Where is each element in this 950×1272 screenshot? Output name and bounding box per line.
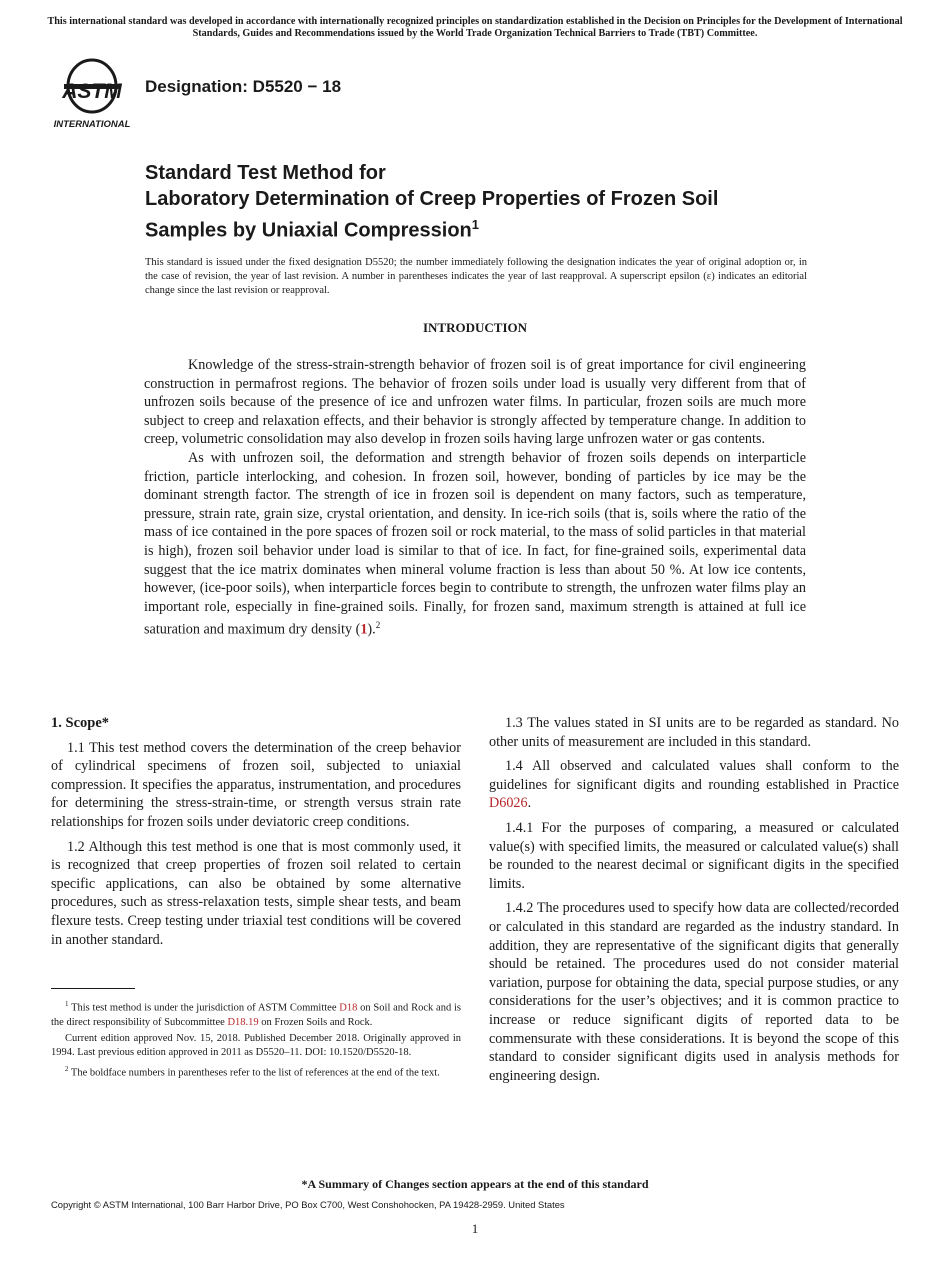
title-line-1: Standard Test Method for xyxy=(145,162,386,184)
section-1-4-1: 1.4.1 For the purposes of comparing, a measured or calculated value(s) with specified limits, the measured or calculated value(s) shall be rounded to the nearest decimal or significant digits in the specified limits. xyxy=(489,819,899,892)
right-column xyxy=(489,714,899,1091)
practice-d6026-link[interactable]: D6026 xyxy=(489,795,528,812)
header-notice: This international standard was developed in accordance with internationally recognized principles on standardization established in the Decision on Principles for the Development of International Standards, Guides and Recommendations issued by the World Trade Organization Technical Barriers to Trade (TBT) Committee. xyxy=(47,16,903,39)
introduction-heading: INTRODUCTION xyxy=(422,320,527,335)
issued-note: This standard is issued under the fixed designation D5520; the number immediately following the designation indicates the year of original adoption or, in the case of revision, the year of last revision. A number in parentheses indicates the year of last reapproval. A superscript epsilon (ε) indicates an editorial change since the last revision or reapproval. xyxy=(145,257,807,296)
section-1-3: 1.3 The values stated in SI units are to be regarded as standard. No other units of measurement are included in this standard. xyxy=(489,715,899,750)
document-title xyxy=(145,160,845,244)
title-footnote-mark: 1 xyxy=(471,217,480,232)
page-number: 1 xyxy=(471,1221,479,1236)
intro-paragraph-1: Knowledge of the stress-strain-strength behavior of frozen soil is of great importance for civil engineering construction in permafrost regions. The behavior of frozen soils under load is usually very different from that of unfrozen soils because of the presence of ice and unfrozen water films. In particular, frozen soils are much more subject to creep and relaxation effects, and their behavior is strongly affected by temperature change. In addition to creep, volumetric consolidation may also develop in frozen soils having large unfrozen water or gas contents. xyxy=(144,357,806,448)
committee-d18-link[interactable]: D18 xyxy=(339,1002,358,1014)
left-column xyxy=(51,714,461,955)
logo-text: ASTM xyxy=(62,80,122,103)
section-1-4-2: 1.4.2 The procedures used to specify how data are collected/recorded or calculated in this standard are regarded as the industry standard. In addition, they are representative of the significant digits that generally should be retained. The procedures used do not consider material variation, purpose for obtaining the data, special purpose studies, or any considerations for the user’s objectives; and it is common practice to increase or reduce significant digits of reported data to be commensurate with these considerations. It is beyond the scope of this standard to consider significant digits used in analysis methods for engineering design. xyxy=(489,900,899,1084)
section-1-1: 1.1 This test method covers the determination of the creep behavior of cylindrical specimens of frozen soil, subjected to uniaxial compression. It specifies the apparatus, instrumentation, and procedures for determining the stress-strain-time, or strength versus strain rate relationships for frozen soils under deviatoric creep conditions. xyxy=(51,739,461,830)
designation: Designation: D5520 − 18 xyxy=(145,77,342,96)
footnote-2: $^2$ The boldface numbers in parentheses refer to the list of references at the end of the text. xyxy=(65,1065,440,1079)
introduction-body xyxy=(144,356,806,640)
summary-of-changes-note: *A Summary of Changes section appears at the end of this standard xyxy=(301,1177,649,1191)
subcommittee-d18-19-link[interactable]: D18.19 xyxy=(227,1016,259,1028)
section-1-2: 1.2 Although this test method is one that is most commonly used, it is recognized that creep properties of frozen soil related to certain specific applications, can also be obtained by some alternative procedures, such as stress-relaxation tests, simple shear tests, and beam flexure tests. Creep testing under triaxial test conditions will be covered in another standard. xyxy=(51,838,461,948)
title-line-3: Samples by Uniaxial Compression$^1$ xyxy=(145,217,480,242)
logo-subtext: INTERNATIONAL xyxy=(53,119,131,130)
footnote-1: $^1$ This test method is under the jurisdiction of ASTM Committee D18 on Soil and Rock and is the direct responsibility of Subcommittee D18.19 on Frozen Soils and Rock. xyxy=(51,1000,461,1028)
section-1-4: 1.4 All observed and calculated values shall conform to the guidelines for significant digits and rounding established in Practice D6026. xyxy=(489,758,899,812)
footnote-ref-2: 2 xyxy=(375,620,381,631)
footnote-divider xyxy=(51,988,135,989)
footnotes xyxy=(51,997,461,1083)
astm-logo xyxy=(52,58,134,130)
intro-paragraph-2: As with unfrozen soil, the deformation and strength behavior of frozen soils depends on interparticle friction, particle interlocking, and cohesion. In frozen soil, however, bonding of particles by ice may be the dominant strength factor. The strength of ice in frozen soil is dependent on many factors, such as temperature, pressure, strain rate, grain size, crystal orientation, and density. In ice-rich soils (that is, soils where the ratio of the mass of ice contained in the pore spaces of frozen soil or rock material, to the mass of solid particles in that material is high), frozen soil behavior under load is similar to that of ice. In fact, for fine-grained soils, experimental data suggest that the ice matrix dominates when mineral volume fraction is less than about 50 %. At low ice contents, however, (ice-poor soils), when interparticle forces begin to contribute to strength, the unfrozen water films play an important role, especially in fine-grained soils. Finally, for frozen sand, maximum strength is attained at full ice saturation and maximum dry density (1).$^2$ xyxy=(144,449,806,639)
reference-link-1[interactable]: 1 xyxy=(360,622,368,639)
scope-heading: 1. Scope* xyxy=(51,715,109,731)
copyright: Copyright © ASTM International, 100 Barr Harbor Drive, PO Box C700, West Conshohocken, PA 19428-2959. United States xyxy=(51,1199,565,1210)
footnote-edition: Current edition approved Nov. 15, 2018. Published December 2018. Originally approved in 1994. Last previous edition approved in 2011 as D5520–11. DOI: 10.1520/D5520-18. xyxy=(51,1032,461,1059)
title-line-2: Laboratory Determination of Creep Properties of Frozen Soil xyxy=(145,188,719,210)
